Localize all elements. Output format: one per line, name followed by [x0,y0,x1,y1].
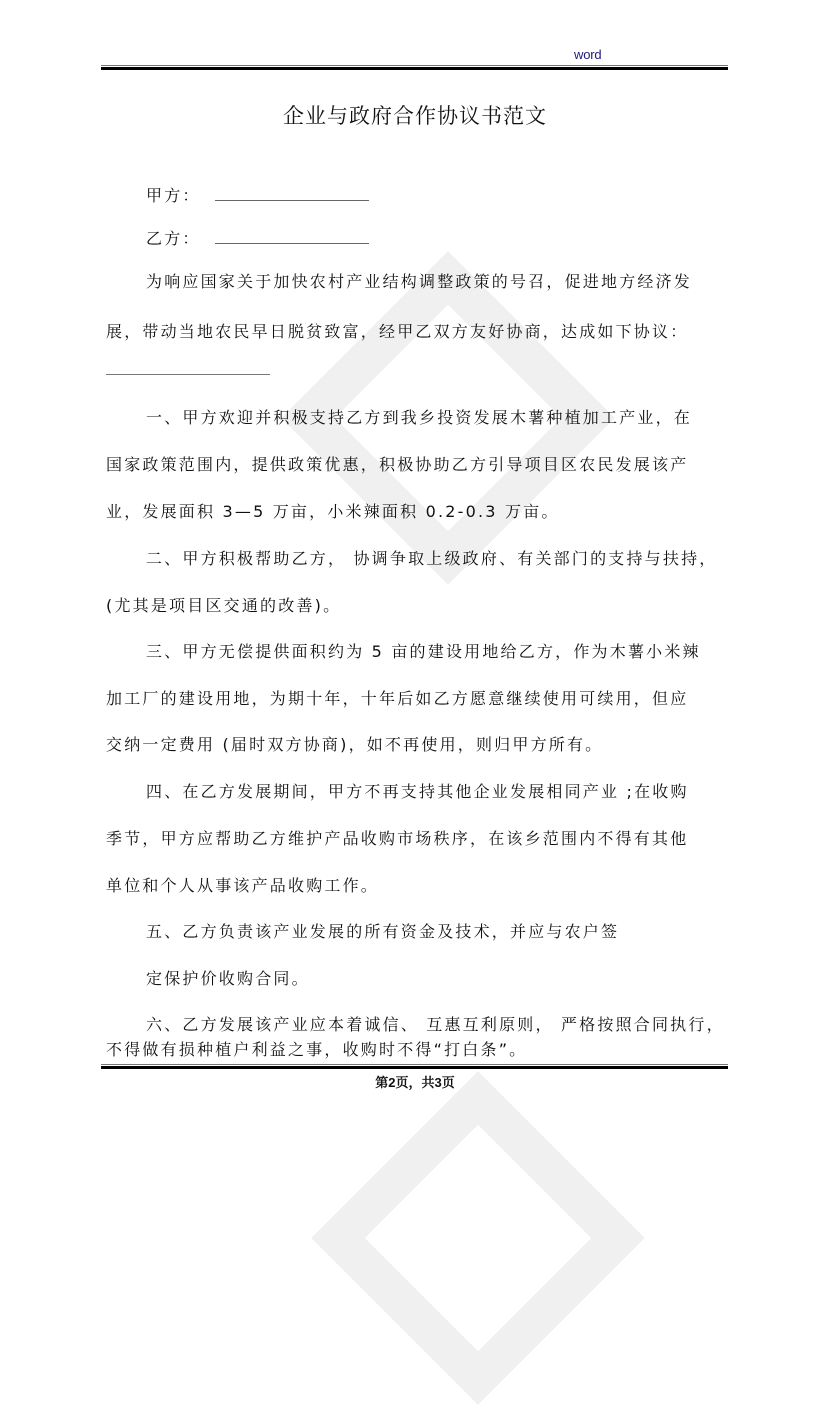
paragraph-line: 三、甲方无偿提供面积约为 5 亩的建设用地给乙方，作为木薯小米辣 [146,642,701,661]
paragraph-line: 不得做有损种植户利益之事，收购时不得“打白条”。 [106,1040,528,1059]
party-b-blank[interactable] [215,229,369,244]
header-divider [101,65,728,70]
party-b-row [146,229,369,249]
paragraph-line: 交纳一定费用 (届时双方协商)，如不再使用，则归甲方所有。 [106,735,604,754]
page-number: 第2页，共3页 [375,1075,455,1090]
footer-divider [101,1064,728,1069]
party-a-blank[interactable] [215,186,369,201]
header-divider-thin [101,65,728,66]
paragraph-line: 一、甲方欢迎并积极支持乙方到我乡投资发展木薯种植加工产业，在 [146,408,693,427]
paragraph-line: 二、甲方积极帮助乙方， 协调争取上级政府、有关部门的支持与扶持， [146,549,718,568]
party-b-label: 乙方： [146,229,201,248]
paragraph-line: 定保护价收购合同。 [146,969,310,988]
header-divider-thick [101,67,728,70]
paragraph-line: (尤其是项目区交通的改善)。 [106,596,342,615]
footer-divider-thick [101,1066,728,1069]
footer-divider-thin [101,1064,728,1065]
paragraph-line: 加工厂的建设用地，为期十年，十年后如乙方愿意继续使用可续用，但应 [106,689,689,708]
document-title: 企业与政府合作协议书范文 [283,104,547,129]
paragraph-line: 国家政策范围内，提供政策优惠，积极协助乙方引导项目区农民发展该产 [106,455,689,474]
paragraph-line: 五、乙方负责该产业发展的所有资金及技术，并应与农户签 [146,922,620,941]
header-label: word [574,47,602,62]
paragraph-line: 六、乙方发展该产业应本着诚信、 互惠互利原则， 严格按照合同执行， [146,1015,725,1034]
paragraph-line: 季节，甲方应帮助乙方维护产品收购市场秩序，在该乡范围内不得有其他 [106,829,689,848]
signature-blank[interactable] [106,374,270,375]
paragraph-line: 单位和个人从事该产品收购工作。 [106,876,380,895]
paragraph-line: 为响应国家关于加快农村产业结构调整政策的号召，促进地方经济发 [146,272,693,291]
party-a-label: 甲方： [146,186,201,205]
paragraph-line: 四、在乙方发展期间，甲方不再支持其他企业发展相同产业 ;在收购 [146,782,689,801]
paragraph-line: 业，发展面积 3—5 万亩，小米辣面积 0.2-0.3 万亩。 [106,502,560,521]
party-a-row [146,186,369,206]
watermark-shape [311,1071,645,1405]
paragraph-line: 展，带动当地农民早日脱贫致富，经甲乙双方友好协商，达成如下协议： [106,322,689,341]
